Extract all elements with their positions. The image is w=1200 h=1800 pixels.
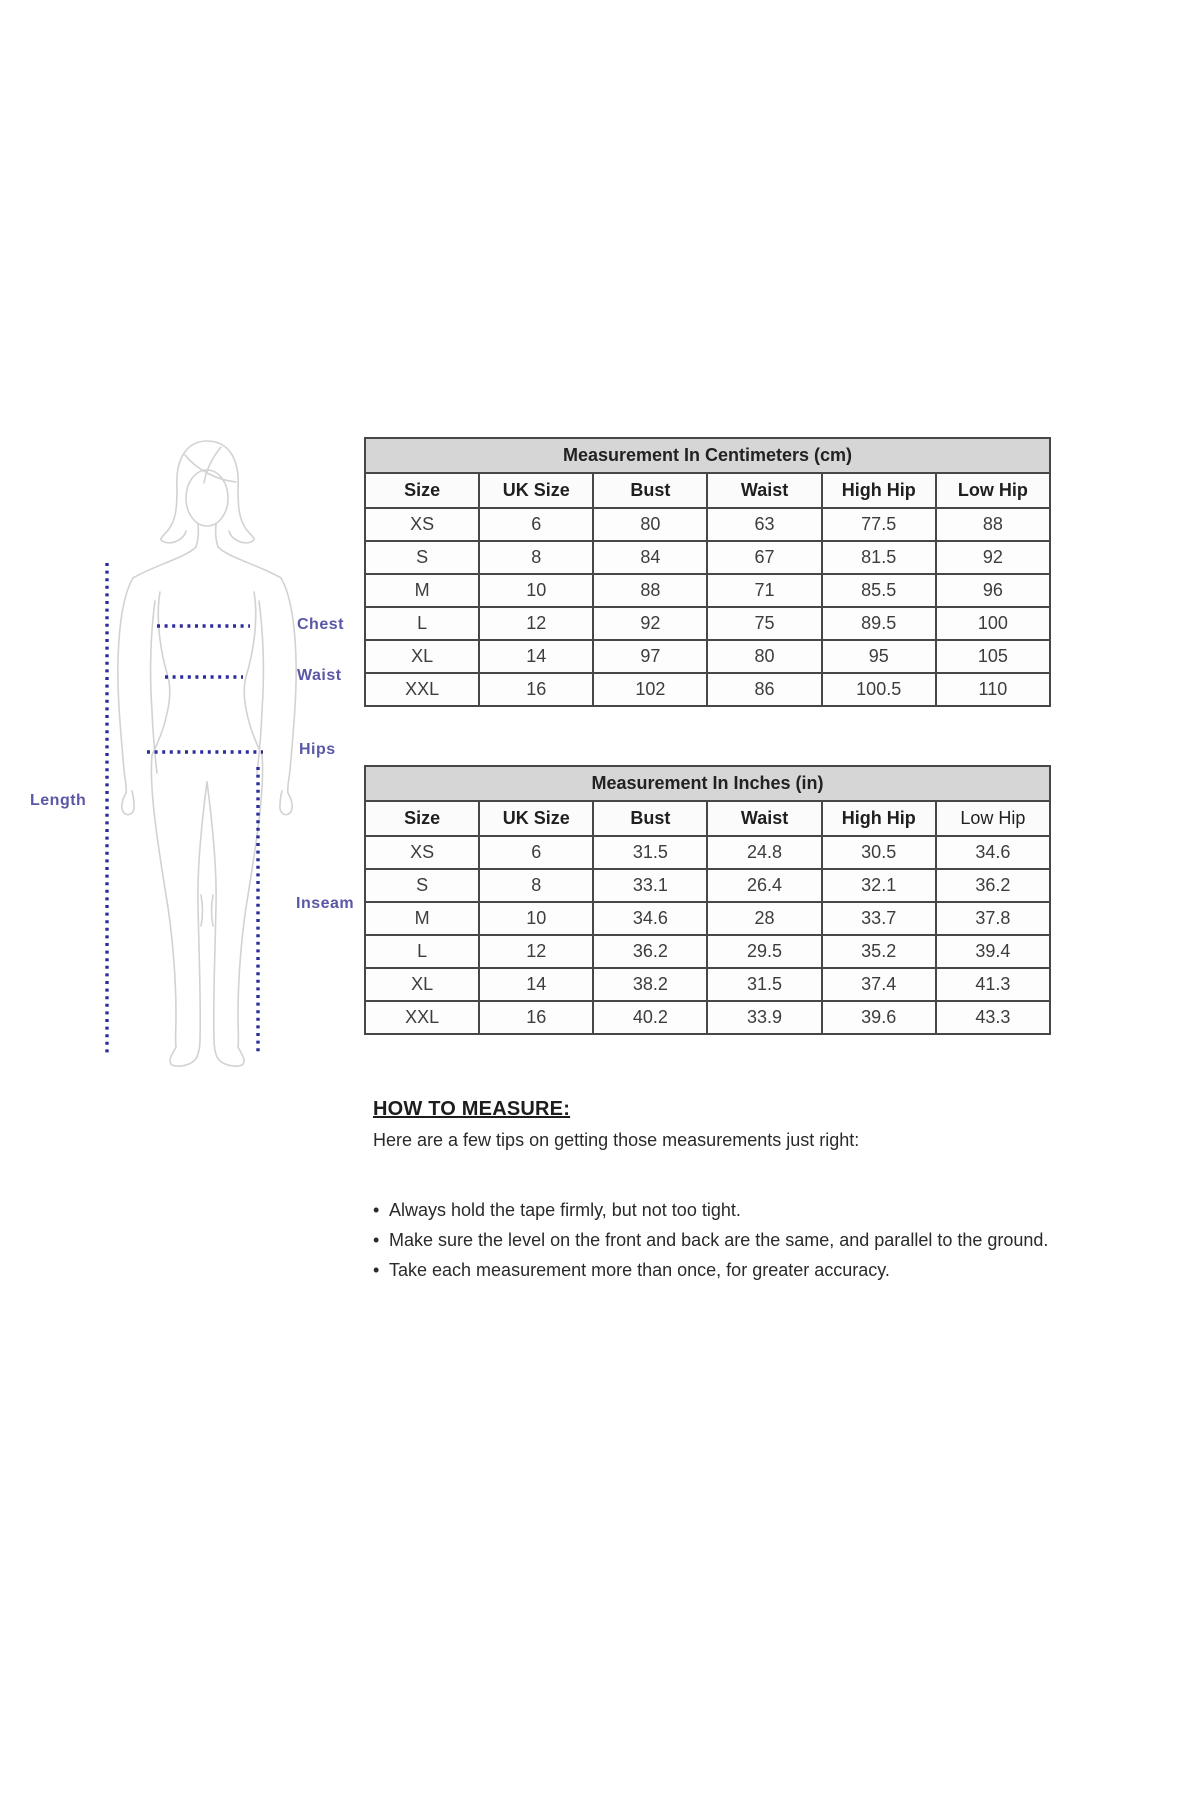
table-cell: 10 [479,574,593,607]
column-header: UK Size [479,473,593,508]
table-cell: 33.9 [707,1001,821,1034]
table-cell: XXL [365,673,479,706]
table-cell: 31.5 [593,836,707,869]
table-cell: 97 [593,640,707,673]
measure-tip [373,1255,1173,1285]
table-cell: 88 [593,574,707,607]
table-cell: 16 [479,673,593,706]
table-cell: 63 [707,508,821,541]
table-cell: 16 [479,1001,593,1034]
table-cell: 39.6 [822,1001,936,1034]
measure-tip [373,1195,1173,1225]
table-row [365,574,1050,607]
table-cell: 96 [936,574,1050,607]
table-cell: 100.5 [822,673,936,706]
table-cell: 71 [707,574,821,607]
table-cell: 36.2 [936,869,1050,902]
column-header: Size [365,801,479,836]
table-cell: 67 [707,541,821,574]
table-cell: 77.5 [822,508,936,541]
table-cell: XS [365,508,479,541]
table-cell: 88 [936,508,1050,541]
table-row [365,968,1050,1001]
table-cell: M [365,574,479,607]
table-row [365,541,1050,574]
table-cell: 24.8 [707,836,821,869]
measure-tip-text: Take each measurement more than once, for greater accuracy. [389,1260,890,1280]
measure-tip-text: Make sure the level on the front and back are the same, and parallel to the ground. [389,1230,1049,1250]
figure-label-inseam: Inseam [296,895,355,912]
table-cell: 10 [479,902,593,935]
table-cell: 37.8 [936,902,1050,935]
table-cell: 84 [593,541,707,574]
column-header: Size [365,473,479,508]
table-cell: 14 [479,968,593,1001]
table-cell: 105 [936,640,1050,673]
column-header: Bust [593,801,707,836]
table-title: Measurement In Centimeters (cm) [365,438,1050,473]
table-cell: 89.5 [822,607,936,640]
table-cell: 41.3 [936,968,1050,1001]
table-row [365,673,1050,706]
table-cell: 38.2 [593,968,707,1001]
table-cell: 102 [593,673,707,706]
bullet-icon: • [373,1230,380,1250]
column-header: UK Size [479,801,593,836]
table-cell: 6 [479,508,593,541]
measure-tips [373,1195,1173,1285]
table-row [365,607,1050,640]
table-cell: 80 [707,640,821,673]
table-cell: 86 [707,673,821,706]
bullet-icon: • [373,1260,380,1280]
column-header: Waist [707,801,821,836]
how-to-measure-intro: Here are a few tips on getting those measurements just right: [373,1130,860,1150]
table-header-row [365,801,1050,836]
table-cell: 31.5 [707,968,821,1001]
table-row [365,1001,1050,1034]
table-row [365,935,1050,968]
measure-tip-text: Always hold the tape firmly, but not too tight. [389,1200,741,1220]
column-header: Low Hip [936,473,1050,508]
column-header: Low Hip [936,801,1050,836]
table-cell: S [365,869,479,902]
table-cell: XS [365,836,479,869]
table-cell: 34.6 [593,902,707,935]
table-cell: 12 [479,935,593,968]
table-cell: 110 [936,673,1050,706]
table-cell: XL [365,968,479,1001]
figure-label-length: Length [30,792,87,809]
figure-label-waist: Waist [297,667,342,684]
table-row [365,640,1050,673]
how-to-measure-section [373,1098,1173,1285]
bullet-icon: • [373,1200,380,1220]
table-cell: 30.5 [822,836,936,869]
table-cell: 34.6 [936,836,1050,869]
table-cell: L [365,935,479,968]
table-cell: M [365,902,479,935]
table-cell: 95 [822,640,936,673]
table-cell: 75 [707,607,821,640]
table-row [365,902,1050,935]
table-cell: 26.4 [707,869,821,902]
table-cell: 85.5 [822,574,936,607]
table-cell: 14 [479,640,593,673]
table-cell: 8 [479,869,593,902]
table-cell: 29.5 [707,935,821,968]
size-table-inches [364,765,1051,1035]
table-cell: XXL [365,1001,479,1034]
table-cell: 12 [479,607,593,640]
table-title: Measurement In Inches (in) [365,766,1050,801]
table-cell: 37.4 [822,968,936,1001]
table-cell: XL [365,640,479,673]
table-cell: 32.1 [822,869,936,902]
table-cell: 43.3 [936,1001,1050,1034]
table-row [365,508,1050,541]
table-cell: 80 [593,508,707,541]
table-cell: 39.4 [936,935,1050,968]
figure-label-chest: Chest [297,616,344,633]
table-header-row [365,473,1050,508]
column-header: High Hip [822,473,936,508]
how-to-measure-heading: HOW TO MEASURE: [373,1098,571,1120]
table-cell: 40.2 [593,1001,707,1034]
table-cell: 33.7 [822,902,936,935]
column-header: Waist [707,473,821,508]
size-table-cm [364,437,1051,707]
measure-tip [373,1225,1173,1255]
table-cell: 36.2 [593,935,707,968]
figure-label-hips: Hips [299,741,336,758]
table-cell: 28 [707,902,821,935]
column-header: Bust [593,473,707,508]
column-header: High Hip [822,801,936,836]
table-cell: 6 [479,836,593,869]
table-cell: 81.5 [822,541,936,574]
table-cell: S [365,541,479,574]
table-row [365,836,1050,869]
table-cell: 8 [479,541,593,574]
table-cell: 33.1 [593,869,707,902]
table-cell: 92 [593,607,707,640]
table-cell: 100 [936,607,1050,640]
table-cell: L [365,607,479,640]
table-row [365,869,1050,902]
table-cell: 92 [936,541,1050,574]
figure-outline [118,441,296,1066]
table-cell: 35.2 [822,935,936,968]
